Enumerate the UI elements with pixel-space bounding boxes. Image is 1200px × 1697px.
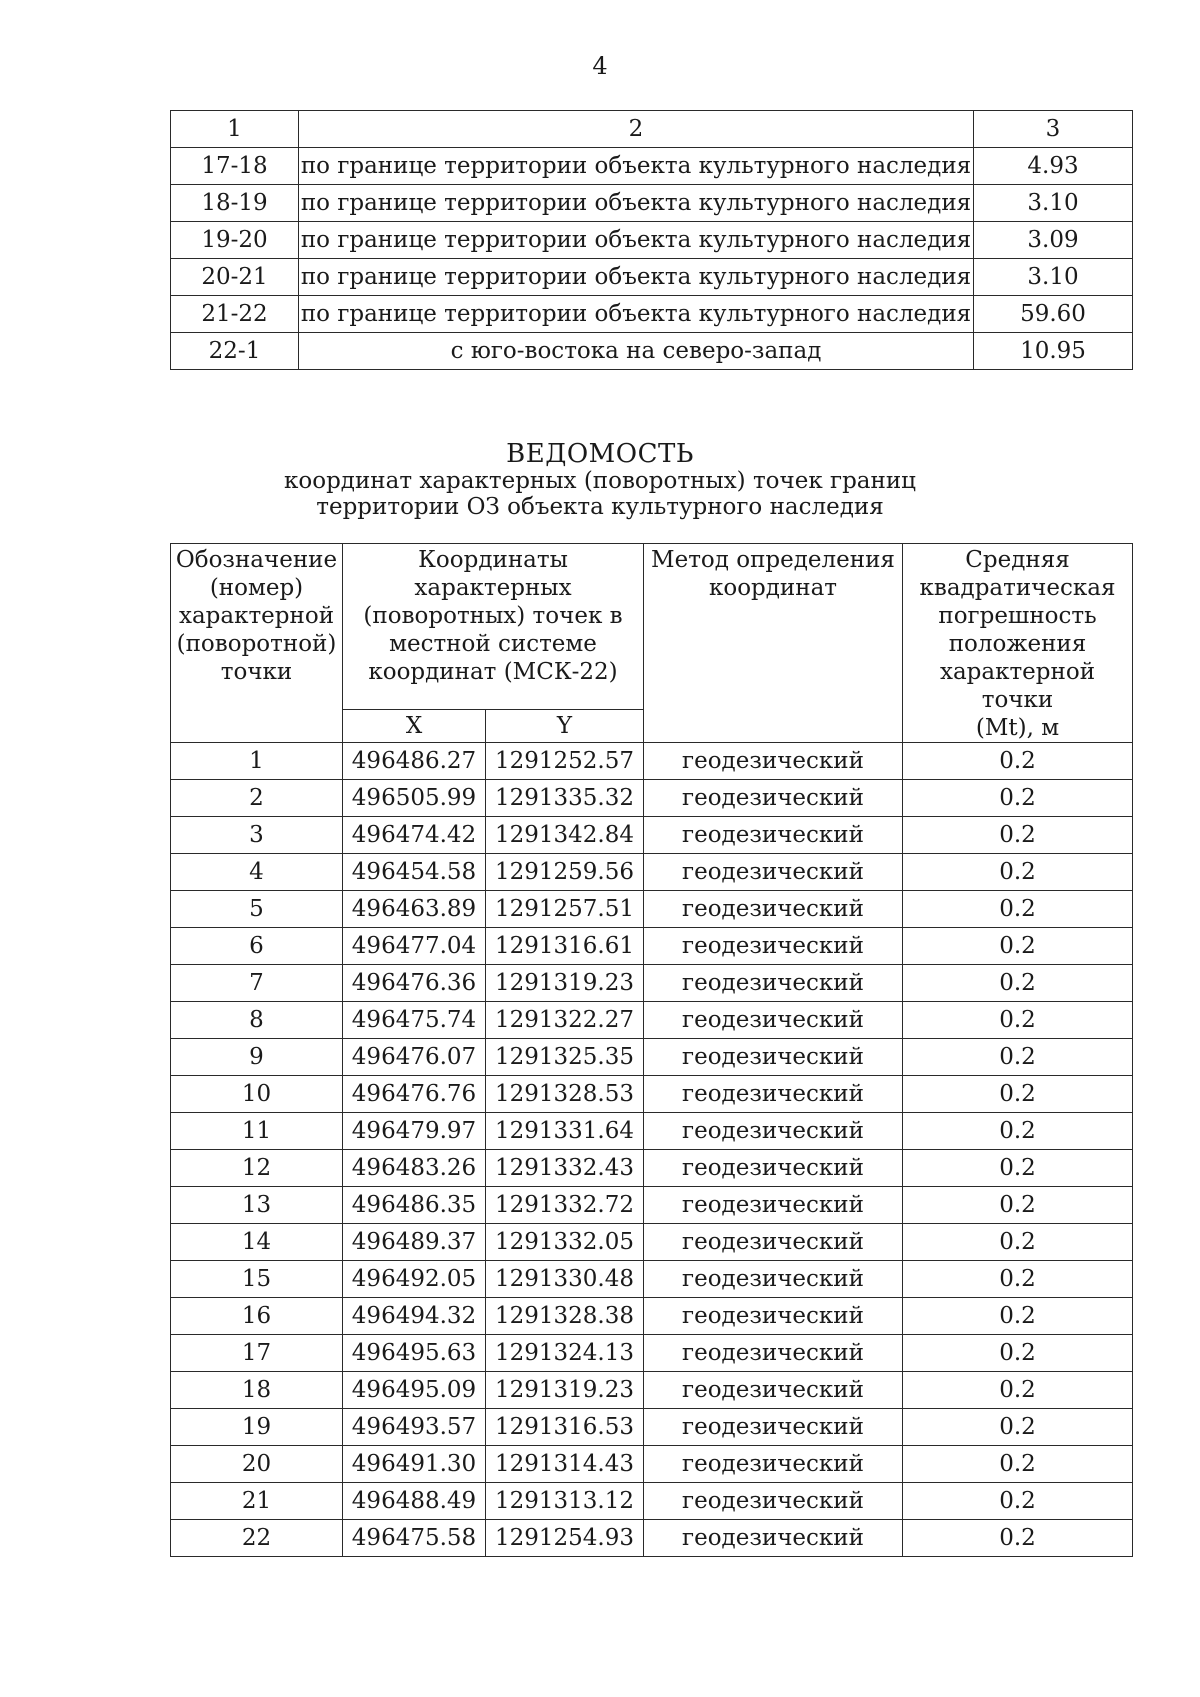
segment-cell: 19-20 (171, 222, 299, 259)
y-coordinate-cell: 1291257.51 (486, 891, 644, 928)
point-number-cell: 12 (171, 1150, 343, 1187)
method-cell: геодезический (644, 1002, 903, 1039)
mt-cell: 0.2 (903, 1483, 1133, 1520)
y-coordinate-cell: 1291325.35 (486, 1039, 644, 1076)
statement-subtitle-line-2: территории ОЗ объекта культурного наследия (316, 494, 884, 520)
method-cell: геодезический (644, 1187, 903, 1224)
point-number-cell: 14 (171, 1224, 343, 1261)
segment-cell: 18-19 (171, 185, 299, 222)
segment-length-cell: 3.10 (974, 185, 1133, 222)
segment-description-cell: с юго-востока на северо-запад (299, 333, 974, 370)
statement-title-block (0, 440, 1200, 520)
mt-cell: 0.2 (903, 1150, 1133, 1187)
y-coordinate-cell: 1291328.38 (486, 1298, 644, 1335)
mt-cell: 0.2 (903, 1113, 1133, 1150)
table-row (171, 1076, 1133, 1113)
y-coordinate-cell: 1291342.84 (486, 817, 644, 854)
segments-header-col-2: 2 (299, 111, 974, 148)
point-number-cell: 6 (171, 928, 343, 965)
page-number: 4 (592, 52, 608, 80)
header-designation-line: точки (220, 659, 293, 685)
y-coordinate-cell: 1291332.05 (486, 1224, 644, 1261)
header-method-line: Метод определения (651, 547, 895, 573)
point-number-cell: 15 (171, 1261, 343, 1298)
mt-cell: 0.2 (903, 1409, 1133, 1446)
point-number-cell: 8 (171, 1002, 343, 1039)
point-number-cell: 20 (171, 1446, 343, 1483)
table-row (171, 891, 1133, 928)
table-row (171, 1187, 1133, 1224)
mt-cell: 0.2 (903, 928, 1133, 965)
table-row (171, 1298, 1133, 1335)
y-coordinate-cell: 1291254.93 (486, 1520, 644, 1557)
coordinates-table (170, 543, 1133, 1557)
point-number-cell: 9 (171, 1039, 343, 1076)
header-coordinates-line: характерных (414, 575, 572, 601)
method-cell: геодезический (644, 1335, 903, 1372)
table-row (171, 1446, 1133, 1483)
header-method-line: координат (708, 575, 838, 601)
point-number-cell: 5 (171, 891, 343, 928)
table-row (171, 259, 1133, 296)
table-row (171, 222, 1133, 259)
method-cell: геодезический (644, 965, 903, 1002)
point-number-cell: 1 (171, 743, 343, 780)
table-row (171, 1261, 1133, 1298)
x-coordinate-cell: 496491.30 (343, 1446, 486, 1483)
method-cell: геодезический (644, 1409, 903, 1446)
mt-cell: 0.2 (903, 817, 1133, 854)
point-number-cell: 2 (171, 780, 343, 817)
table-row (171, 854, 1133, 891)
statement-title: ВЕДОМОСТЬ (506, 439, 694, 469)
coords-header-row (171, 544, 1133, 710)
x-coordinate-cell: 496486.27 (343, 743, 486, 780)
mt-cell: 0.2 (903, 1076, 1133, 1113)
mt-cell: 0.2 (903, 1039, 1133, 1076)
segment-cell: 17-18 (171, 148, 299, 185)
y-coordinate-cell: 1291332.72 (486, 1187, 644, 1224)
header-coordinates (343, 544, 644, 710)
x-coordinate-cell: 496492.05 (343, 1261, 486, 1298)
header-error-line: квадратическая (919, 575, 1116, 601)
header-designation-line: (номер) (209, 575, 304, 601)
mt-cell: 0.2 (903, 1335, 1133, 1372)
y-coordinate-cell: 1291316.61 (486, 928, 644, 965)
x-coordinate-cell: 496495.09 (343, 1372, 486, 1409)
method-cell: геодезический (644, 743, 903, 780)
x-coordinate-cell: 496483.26 (343, 1150, 486, 1187)
x-coordinate-cell: 496476.07 (343, 1039, 486, 1076)
method-cell: геодезический (644, 1039, 903, 1076)
segment-length-cell: 59.60 (974, 296, 1133, 333)
y-coordinate-cell: 1291316.53 (486, 1409, 644, 1446)
table-row (171, 1372, 1133, 1409)
mt-cell: 0.2 (903, 854, 1133, 891)
y-coordinate-cell: 1291322.27 (486, 1002, 644, 1039)
table-row (171, 1113, 1133, 1150)
point-number-cell: 18 (171, 1372, 343, 1409)
header-error-line: погрешность (938, 603, 1097, 629)
x-coordinate-cell: 496476.36 (343, 965, 486, 1002)
y-coordinate-cell: 1291328.53 (486, 1076, 644, 1113)
segment-description-cell: по границе территории объекта культурного наследия (299, 296, 974, 333)
point-number-cell: 10 (171, 1076, 343, 1113)
point-number-cell: 22 (171, 1520, 343, 1557)
segment-length-cell: 4.93 (974, 148, 1133, 185)
segment-length-cell: 3.09 (974, 222, 1133, 259)
mt-cell: 0.2 (903, 965, 1133, 1002)
x-coordinate-cell: 496474.42 (343, 817, 486, 854)
header-error-line: (Mt), м (975, 715, 1060, 741)
x-coordinate-cell: 496463.89 (343, 891, 486, 928)
y-coordinate-cell: 1291331.64 (486, 1113, 644, 1150)
method-cell: геодезический (644, 928, 903, 965)
header-coordinates-line: координат (МСК-22) (368, 659, 618, 685)
y-coordinate-cell: 1291319.23 (486, 1372, 644, 1409)
segment-cell: 20-21 (171, 259, 299, 296)
header-coordinates-line: Координаты (418, 547, 568, 573)
mt-cell: 0.2 (903, 891, 1133, 928)
header-designation-line: (поворотной) (176, 631, 337, 657)
table-row (171, 965, 1133, 1002)
mt-cell: 0.2 (903, 1002, 1133, 1039)
x-coordinate-cell: 496479.97 (343, 1113, 486, 1150)
header-coordinates-line: местной системе (389, 631, 597, 657)
segments-header-col-1: 1 (171, 111, 299, 148)
table-row (171, 296, 1133, 333)
method-cell: геодезический (644, 891, 903, 928)
table-row (171, 743, 1133, 780)
table-row (171, 185, 1133, 222)
segments-header-col-3: 3 (974, 111, 1133, 148)
y-coordinate-cell: 1291319.23 (486, 965, 644, 1002)
x-coordinate-cell: 496495.63 (343, 1335, 486, 1372)
point-number-cell: 17 (171, 1335, 343, 1372)
y-coordinate-cell: 1291324.13 (486, 1335, 644, 1372)
x-coordinate-cell: 496488.49 (343, 1483, 486, 1520)
segment-description-cell: по границе территории объекта культурного наследия (299, 222, 974, 259)
table-row (171, 1150, 1133, 1187)
mt-cell: 0.2 (903, 1298, 1133, 1335)
method-cell: геодезический (644, 817, 903, 854)
x-coordinate-cell: 496494.32 (343, 1298, 486, 1335)
header-mean-square-error (903, 544, 1133, 743)
segment-length-cell: 10.95 (974, 333, 1133, 370)
point-number-cell: 16 (171, 1298, 343, 1335)
point-number-cell: 13 (171, 1187, 343, 1224)
x-coordinate-cell: 496475.74 (343, 1002, 486, 1039)
mt-cell: 0.2 (903, 780, 1133, 817)
table-row (171, 780, 1133, 817)
table-row (171, 1520, 1133, 1557)
point-number-cell: 21 (171, 1483, 343, 1520)
table-row (171, 1002, 1133, 1039)
x-coordinate-cell: 496477.04 (343, 928, 486, 965)
method-cell: геодезический (644, 1483, 903, 1520)
y-coordinate-cell: 1291252.57 (486, 743, 644, 780)
y-coordinate-cell: 1291314.43 (486, 1446, 644, 1483)
x-coordinate-cell: 496489.37 (343, 1224, 486, 1261)
table-row (171, 1409, 1133, 1446)
mt-cell: 0.2 (903, 1261, 1133, 1298)
point-number-cell: 4 (171, 854, 343, 891)
method-cell: геодезический (644, 854, 903, 891)
header-designation-line: характерной (178, 603, 335, 629)
statement-subtitle-line-1: координат характерных (поворотных) точек границ (284, 468, 916, 494)
x-coordinate-cell: 496493.57 (343, 1409, 486, 1446)
table-row (171, 817, 1133, 854)
table-row (171, 1335, 1133, 1372)
header-point-designation (171, 544, 343, 743)
segment-description-cell: по границе территории объекта культурного наследия (299, 185, 974, 222)
header-coordinates-line: (поворотных) точек в (363, 603, 623, 629)
method-cell: геодезический (644, 1520, 903, 1557)
method-cell: геодезический (644, 1446, 903, 1483)
table-row (171, 333, 1133, 370)
y-coordinate-cell: 1291313.12 (486, 1483, 644, 1520)
header-error-line: Средняя (965, 547, 1070, 573)
point-number-cell: 11 (171, 1113, 343, 1150)
mt-cell: 0.2 (903, 1187, 1133, 1224)
point-number-cell: 19 (171, 1409, 343, 1446)
table-row (171, 1224, 1133, 1261)
y-coordinate-cell: 1291330.48 (486, 1261, 644, 1298)
x-coordinate-cell: 496476.76 (343, 1076, 486, 1113)
mt-cell: 0.2 (903, 1224, 1133, 1261)
point-number-cell: 3 (171, 817, 343, 854)
method-cell: геодезический (644, 1076, 903, 1113)
header-method (644, 544, 903, 743)
table-row (171, 148, 1133, 185)
segment-cell: 22-1 (171, 333, 299, 370)
mt-cell: 0.2 (903, 1520, 1133, 1557)
table-row (171, 1483, 1133, 1520)
header-error-line: положения (948, 631, 1087, 657)
method-cell: геодезический (644, 1261, 903, 1298)
header-x: X (343, 710, 486, 743)
method-cell: геодезический (644, 1150, 903, 1187)
segments-header-row (171, 111, 1133, 148)
mt-cell: 0.2 (903, 1372, 1133, 1409)
table-row (171, 1039, 1133, 1076)
method-cell: геодезический (644, 1224, 903, 1261)
y-coordinate-cell: 1291259.56 (486, 854, 644, 891)
segments-table (170, 110, 1133, 370)
method-cell: геодезический (644, 1298, 903, 1335)
table-row (171, 928, 1133, 965)
point-number-cell: 7 (171, 965, 343, 1002)
x-coordinate-cell: 496475.58 (343, 1520, 486, 1557)
segment-cell: 21-22 (171, 296, 299, 333)
header-designation-line: Обозначение (175, 547, 338, 573)
x-coordinate-cell: 496505.99 (343, 780, 486, 817)
segment-description-cell: по границе территории объекта культурного наследия (299, 148, 974, 185)
y-coordinate-cell: 1291335.32 (486, 780, 644, 817)
mt-cell: 0.2 (903, 743, 1133, 780)
y-coordinate-cell: 1291332.43 (486, 1150, 644, 1187)
x-coordinate-cell: 496486.35 (343, 1187, 486, 1224)
segment-description-cell: по границе территории объекта культурного наследия (299, 259, 974, 296)
header-y: Y (486, 710, 644, 743)
mt-cell: 0.2 (903, 1446, 1133, 1483)
segment-length-cell: 3.10 (974, 259, 1133, 296)
method-cell: геодезический (644, 780, 903, 817)
method-cell: геодезический (644, 1113, 903, 1150)
method-cell: геодезический (644, 1372, 903, 1409)
x-coordinate-cell: 496454.58 (343, 854, 486, 891)
header-error-line: характерной точки (939, 659, 1096, 713)
